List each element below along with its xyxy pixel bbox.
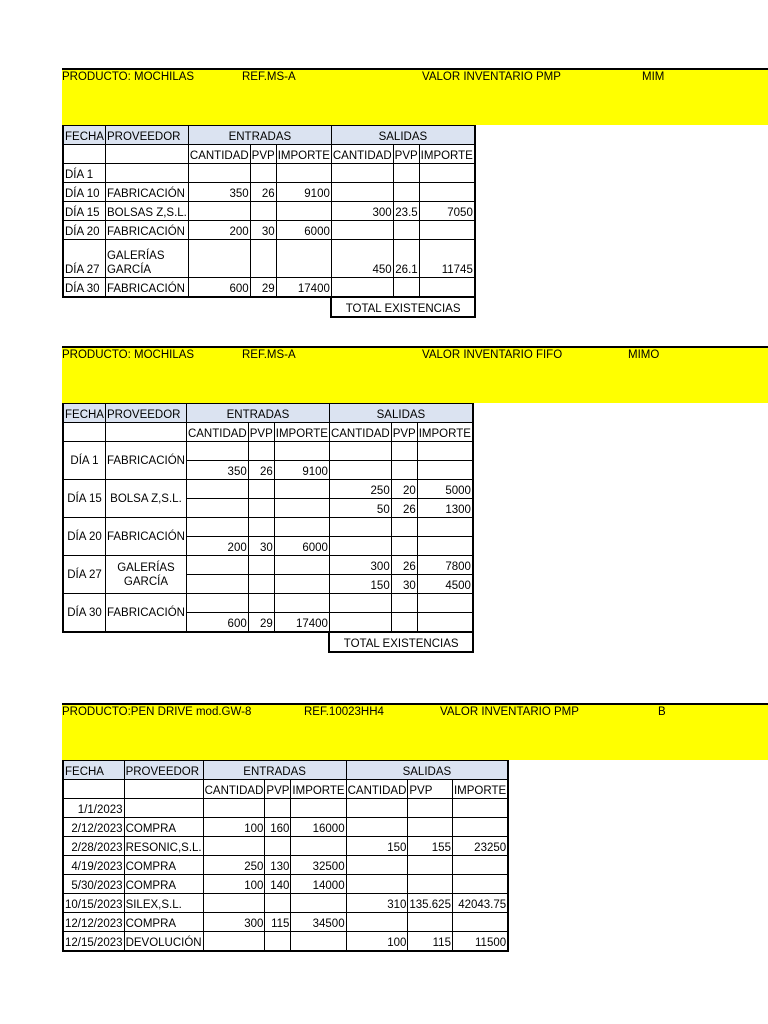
entrada-cantidad-cell: 600 [186,613,248,633]
salida-cantidad-cell: 150 [346,837,408,856]
fecha-cell: 12/15/2023 [63,932,124,952]
proveedor-cell: GALERÍAS GARCÍA [105,240,188,278]
table-row [63,894,508,913]
salida-pvp-cell [391,613,417,633]
col-header-salidas: SALIDAS [346,761,508,780]
entrada-importe-cell [276,202,331,221]
table-cell [105,145,188,164]
table-row [63,442,473,461]
entrada-pvp-cell [248,518,274,537]
salida-cantidad-cell [346,818,408,837]
col-header-salidas: SALIDAS [331,126,474,145]
entrada-cantidad-cell [186,556,248,575]
entrada-cantidad-cell [186,499,248,518]
banner-extra-text: MIM [642,71,665,83]
entrada-importe-cell [274,594,329,613]
valuation-method: VALOR INVENTARIO PMP [440,706,579,718]
table-row [63,837,508,856]
entrada-cantidad-cell [203,894,265,913]
table-row [63,913,508,932]
entrada-importe-cell [291,894,346,913]
entrada-cantidad-cell [203,932,265,952]
salida-pvp-cell: 135.625 [408,894,453,913]
valuation-method: VALOR INVENTARIO FIFO [422,349,563,361]
fecha-cell: 12/12/2023 [63,913,124,932]
entrada-importe-cell: 34500 [291,913,346,932]
salida-pvp-cell: 155 [408,837,453,856]
valuation-method: VALOR INVENTARIO PMP [422,71,561,83]
salida-cantidad-cell: 150 [329,575,391,594]
salida-cantidad-cell: 300 [331,202,393,221]
inventory-table [62,403,474,653]
subheader-importe: IMPORTE [417,423,473,442]
salida-cantidad-cell [329,537,391,556]
entrada-cantidad-cell: 250 [203,856,265,875]
entrada-importe-cell [276,240,331,278]
subheader-cantidad: CANTIDAD [331,145,393,164]
salida-importe-cell [419,164,475,183]
subheader-importe: IMPORTE [419,145,475,164]
entrada-cantidad-cell [186,575,248,594]
salida-importe-cell: 4500 [417,575,473,594]
entrada-pvp-cell [265,932,291,952]
proveedor-cell: RESONIC,S.L. [124,837,203,856]
salida-cantidad-cell [346,856,408,875]
salida-importe-cell [417,594,473,613]
table-row [63,202,475,221]
entrada-pvp-cell [265,837,291,856]
product-ref: REF.MS-A [242,349,296,361]
salida-importe-cell [417,461,473,480]
fecha-cell: DÍA 1 [63,164,105,183]
col-header-entradas: ENTRADAS [186,404,329,423]
entrada-importe-cell [274,499,329,518]
salida-pvp-cell [391,442,417,461]
entrada-importe-cell: 17400 [274,613,329,633]
salida-importe-cell [452,913,508,932]
entrada-importe-cell [274,518,329,537]
entrada-cantidad-cell: 350 [188,183,250,202]
col-header-proveedor: PROVEEDOR [105,126,188,145]
subheader-cantidad: CANTIDAD [346,780,408,799]
subheader-importe: IMPORTE [452,780,508,799]
fecha-cell: DÍA 27 [63,556,105,594]
product-ref: REF.10023HH4 [304,706,384,718]
col-header-salidas: SALIDAS [329,404,472,423]
entrada-pvp-cell [248,594,274,613]
table-row [63,556,473,575]
table-row [63,183,475,202]
col-header-proveedor: PROVEEDOR [105,404,186,423]
entrada-importe-cell: 32500 [291,856,346,875]
entrada-cantidad-cell: 350 [186,461,248,480]
entrada-pvp-cell [265,894,291,913]
fecha-cell: 5/30/2023 [63,875,124,894]
subheader-importe: IMPORTE [274,423,329,442]
proveedor-cell: FABRICACIÓN [105,278,188,298]
entrada-importe-cell [274,575,329,594]
salida-importe-cell [452,875,508,894]
salida-cantidad-cell [331,183,393,202]
subheader-pvp: PVP [265,780,291,799]
entrada-cantidad-cell [203,837,265,856]
subheader-pvp: PVP [393,145,419,164]
salida-importe-cell [417,518,473,537]
salida-pvp-cell [408,875,453,894]
subheader-cantidad: CANTIDAD [186,423,248,442]
salida-importe-cell [452,856,508,875]
table-row [63,875,508,894]
salida-cantidad-cell: 100 [346,932,408,952]
entrada-importe-cell [291,837,346,856]
salida-pvp-cell: 23.5 [393,202,419,221]
salida-pvp-cell [393,221,419,240]
entrada-importe-cell: 9100 [276,183,331,202]
col-header-fecha: FECHA [63,761,124,780]
entrada-pvp-cell [248,575,274,594]
entrada-pvp-cell [248,556,274,575]
entrada-pvp-cell: 26 [248,461,274,480]
fecha-cell: 1/1/2023 [63,799,124,818]
fecha-cell: DÍA 1 [63,442,105,480]
entrada-importe-cell [291,799,346,818]
entrada-cantidad-cell [203,799,265,818]
col-header-proveedor: PROVEEDOR [124,761,203,780]
salida-pvp-cell [408,799,453,818]
salida-pvp-cell [393,164,419,183]
table-cell [63,145,105,164]
salida-importe-cell: 42043.75 [452,894,508,913]
subheader-importe: IMPORTE [276,145,331,164]
product-banner [62,346,768,403]
salida-cantidad-cell: 450 [331,240,393,278]
fecha-cell: DÍA 15 [63,480,105,518]
proveedor-cell: COMPRA [124,913,203,932]
salida-cantidad-cell [329,442,391,461]
entrada-pvp-cell [248,499,274,518]
salida-importe-cell: 11500 [452,932,508,952]
col-header-fecha: FECHA [63,126,105,145]
entrada-importe-cell [291,932,346,952]
salida-importe-cell [419,278,475,298]
entrada-importe-cell [274,480,329,499]
subheader-pvp: PVP [391,423,417,442]
salida-cantidad-cell [329,518,391,537]
salida-cantidad-cell [329,594,391,613]
salida-cantidad-cell [346,913,408,932]
salida-importe-cell: 7050 [419,202,475,221]
salida-importe-cell [417,613,473,633]
subheader-cantidad: CANTIDAD [203,780,265,799]
table-row [63,480,473,499]
entrada-importe-cell: 17400 [276,278,331,298]
salida-pvp-cell: 20 [391,480,417,499]
salida-cantidad-cell [329,613,391,633]
table-row [63,594,473,613]
product-banner [62,68,768,125]
entrada-importe-cell: 6000 [276,221,331,240]
entrada-importe-cell [274,442,329,461]
entrada-cantidad-cell [186,480,248,499]
proveedor-cell [124,799,203,818]
salida-importe-cell: 23250 [452,837,508,856]
total-existencias: TOTAL EXISTENCIAS [331,297,474,317]
product-banner [62,703,768,760]
proveedor-cell: FABRICACIÓN [105,221,188,240]
subheader-cantidad: CANTIDAD [329,423,391,442]
proveedor-cell: COMPRA [124,856,203,875]
salida-importe-cell: 7800 [417,556,473,575]
proveedor-cell: FABRICACIÓN [105,442,186,480]
inventory-table [62,125,476,318]
entrada-pvp-cell [265,799,291,818]
proveedor-cell: COMPRA [124,818,203,837]
salida-cantidad-cell [346,875,408,894]
entrada-cantidad-cell [188,202,250,221]
entrada-cantidad-cell: 100 [203,875,265,894]
salida-cantidad-cell [331,278,393,298]
proveedor-cell: BOLSA Z,S.L. [105,480,186,518]
proveedor-cell: FABRICACIÓN [105,183,188,202]
product-name: PRODUCTO: MOCHILAS [62,349,195,361]
fecha-cell: DÍA 10 [63,183,105,202]
entrada-pvp-cell [250,164,276,183]
fecha-cell: 4/19/2023 [63,856,124,875]
product-ref: REF.MS-A [242,71,296,83]
salida-cantidad-cell: 50 [329,499,391,518]
entrada-pvp-cell: 130 [265,856,291,875]
salida-importe-cell [419,183,475,202]
entrada-pvp-cell: 115 [265,913,291,932]
entrada-cantidad-cell: 600 [188,278,250,298]
table-row [63,164,475,183]
fecha-cell: DÍA 27 [63,240,105,278]
table-row [63,278,475,298]
entrada-pvp-cell: 160 [265,818,291,837]
entrada-pvp-cell: 29 [250,278,276,298]
salida-pvp-cell [408,913,453,932]
fecha-cell: 10/15/2023 [63,894,124,913]
salida-cantidad-cell [346,799,408,818]
proveedor-cell: COMPRA [124,875,203,894]
subheader-pvp: PVP [250,145,276,164]
entrada-cantidad-cell [188,164,250,183]
salida-importe-cell: 1300 [417,499,473,518]
entrada-cantidad-cell [186,442,248,461]
salida-pvp-cell [408,856,453,875]
fecha-cell: DÍA 20 [63,518,105,556]
entrada-pvp-cell [248,442,274,461]
fecha-cell: 2/12/2023 [63,818,124,837]
proveedor-cell: SILEX,S.L. [124,894,203,913]
salida-pvp-cell [393,278,419,298]
salida-importe-cell [417,537,473,556]
salida-importe-cell: 11745 [419,240,475,278]
subheader-pvp: PVP [248,423,274,442]
col-header-entradas: ENTRADAS [203,761,346,780]
fecha-cell: DÍA 15 [63,202,105,221]
table-row [63,818,508,837]
salida-pvp-cell [391,461,417,480]
salida-importe-cell: 5000 [417,480,473,499]
table-row [63,240,475,278]
entrada-pvp-cell: 140 [265,875,291,894]
product-name: PRODUCTO: MOCHILAS [62,71,195,83]
fecha-cell: DÍA 20 [63,221,105,240]
proveedor-cell [105,164,188,183]
col-header-fecha: FECHA [63,404,105,423]
entrada-cantidad-cell: 200 [188,221,250,240]
fecha-cell: DÍA 30 [63,594,105,633]
col-header-entradas: ENTRADAS [188,126,331,145]
proveedor-cell: GALERÍAS GARCÍA [105,556,186,594]
entrada-pvp-cell: 29 [248,613,274,633]
table-row [63,932,508,952]
salida-pvp-cell [391,594,417,613]
salida-pvp-cell: 26 [391,556,417,575]
salida-pvp-cell [391,518,417,537]
entrada-importe-cell: 9100 [274,461,329,480]
entrada-pvp-cell [250,202,276,221]
entrada-cantidad-cell: 300 [203,913,265,932]
salida-importe-cell [452,799,508,818]
entrada-pvp-cell: 30 [250,221,276,240]
entrada-importe-cell: 6000 [274,537,329,556]
entrada-cantidad-cell: 100 [203,818,265,837]
entrada-cantidad-cell: 200 [186,537,248,556]
inventory-table [62,760,509,952]
total-existencias: TOTAL EXISTENCIAS [329,632,472,652]
banner-extra-text: B [658,706,666,718]
entrada-pvp-cell [248,480,274,499]
product-name: PRODUCTO:PEN DRIVE mod.GW-8 [62,706,252,718]
entrada-pvp-cell [250,240,276,278]
table-row [63,799,508,818]
salida-cantidad-cell [329,461,391,480]
salida-pvp-cell [391,537,417,556]
entrada-cantidad-cell [186,594,248,613]
table-row [63,856,508,875]
subheader-cantidad: CANTIDAD [188,145,250,164]
salida-cantidad-cell [331,221,393,240]
salida-importe-cell [417,442,473,461]
salida-importe-cell [452,818,508,837]
entrada-pvp-cell: 26 [250,183,276,202]
banner-extra-text: MIMO [628,349,660,361]
salida-cantidad-cell: 300 [329,556,391,575]
entrada-importe-cell: 14000 [291,875,346,894]
salida-pvp-cell: 30 [391,575,417,594]
proveedor-cell: FABRICACIÓN [105,518,186,556]
entrada-cantidad-cell [188,240,250,278]
salida-pvp-cell [408,818,453,837]
salida-cantidad-cell: 250 [329,480,391,499]
proveedor-cell: FABRICACIÓN [105,594,186,633]
salida-cantidad-cell [331,164,393,183]
fecha-cell: 2/28/2023 [63,837,124,856]
entrada-importe-cell: 16000 [291,818,346,837]
salida-pvp-cell: 115 [408,932,453,952]
table-row [63,518,473,537]
entrada-importe-cell [274,556,329,575]
subheader-importe: IMPORTE [291,780,346,799]
salida-importe-cell [419,221,475,240]
proveedor-cell: DEVOLUCIÓN [124,932,203,952]
salida-cantidad-cell: 310 [346,894,408,913]
salida-pvp-cell: 26.1 [393,240,419,278]
entrada-pvp-cell: 30 [248,537,274,556]
entrada-importe-cell [276,164,331,183]
entrada-cantidad-cell [186,518,248,537]
table-row [63,221,475,240]
salida-pvp-cell [393,183,419,202]
subheader-pvp: PVP [408,780,453,799]
salida-pvp-cell: 26 [391,499,417,518]
fecha-cell: DÍA 30 [63,278,105,298]
proveedor-cell: BOLSAS Z,S.L. [105,202,188,221]
